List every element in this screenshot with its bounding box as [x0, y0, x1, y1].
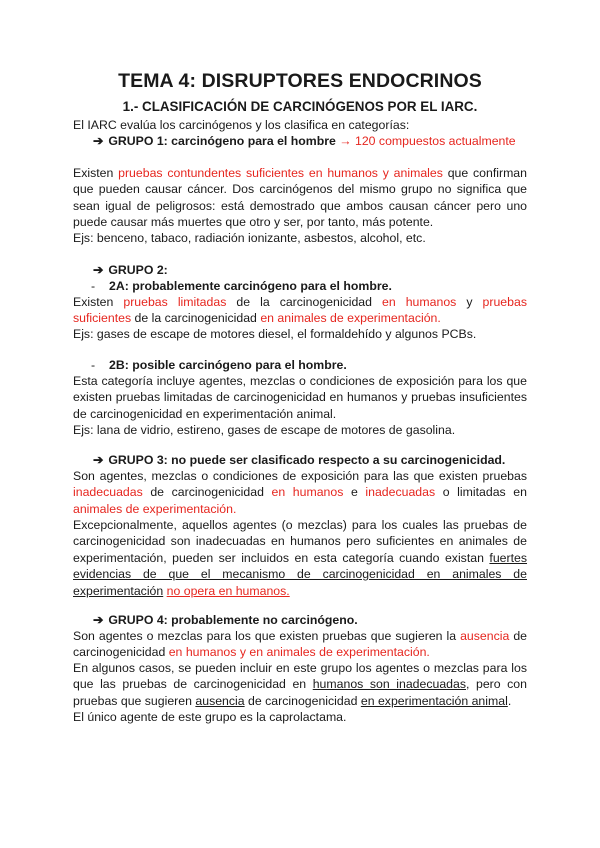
g4-r2: en humanos y en animales de experimentación.	[168, 645, 430, 660]
group2b-examples: Ejs: lana de vidrio, estireno, gases de escape de motores de gasolina.	[73, 423, 456, 437]
page-title: TEMA 4: DISRUPTORES ENDOCRINOS	[118, 70, 482, 92]
g3-t1: Son agentes, mezclas o condiciones de exposición para las que existen pruebas	[73, 469, 527, 483]
g4-p2-b: , pero con pruebas que sugieren	[73, 677, 527, 708]
g2a-t4: de la carcinogenicidad	[134, 311, 257, 326]
g4-p2-c: de carcinogenicidad	[248, 693, 358, 708]
dash-bullet: -	[91, 279, 96, 293]
group4-last: El único agente de este grupo es la caprolactama.	[73, 710, 347, 724]
group2a-examples: Ejs: gases de escape de motores diesel, el formaldehído y algunos PCBs.	[73, 327, 477, 341]
arrow-right-icon: ➔	[93, 263, 104, 277]
g3-p2-text: Excepcionalmente, aquellos agentes (o mezclas) para los cuales las pruebas de carcinogenicidad son inadecuadas en humanos pero suficientes en animales de experimentación, pueden ser incluidos en esta categoría cuando existan	[73, 518, 527, 565]
group2-heading	[93, 262, 168, 278]
group4-paragraph	[73, 628, 527, 661]
group3-heading-text: GRUPO 3: no puede ser clasificado respecto a su carcinogenicidad.	[108, 453, 506, 467]
group1-examples: Ejs: benceno, tabaco, radiación ionizante, asbestos, alcohol, etc.	[73, 231, 426, 245]
group1-text-red: pruebas contundentes suficientes en humanos y animales	[118, 166, 443, 180]
arrow-right-icon: ➔	[93, 134, 104, 148]
group2b-heading	[91, 357, 347, 373]
g4-p2-u3: en experimentación animal	[360, 693, 508, 708]
group1-arrow: →	[339, 134, 352, 148]
g4-p2-u2: ausencia	[195, 693, 245, 708]
g2a-r4: en animales de experimentación.	[260, 311, 441, 326]
g3-p2-underlined: fuertes evidencias de que el mecanismo de carcinogenicidad en animales de experimentación	[73, 550, 528, 598]
group3-heading	[93, 452, 505, 468]
group1-text-a: Existen	[73, 166, 114, 180]
group1-paragraph	[73, 165, 527, 231]
g4-r1: ausencia	[460, 629, 510, 643]
group2-heading-text: GRUPO 2:	[108, 263, 168, 277]
g2a-t2: de la carcinogenicidad	[236, 295, 372, 309]
group2a-heading	[91, 278, 392, 294]
intro-text: El IARC evalúa los carcinógenos y los clasifica en categorías:	[73, 118, 410, 132]
g4-t2: de carcinogenicidad	[73, 629, 527, 660]
g3-p2-red: no opera en humanos.	[166, 583, 290, 598]
dash-bullet: -	[91, 358, 96, 372]
g3-r1: inadecuadas	[73, 485, 143, 500]
g3-t2: de carcinogenicidad	[150, 485, 264, 500]
group3-paragraph	[73, 468, 527, 517]
section-title: 1.- CLASIFICACIÓN DE CARCINÓGENOS POR EL IARC.	[122, 99, 478, 114]
g3-t3: e	[350, 485, 358, 500]
arrow-right-icon: ➔	[93, 613, 104, 627]
g4-p2-d: .	[507, 693, 512, 708]
g2a-r1: pruebas limitadas	[123, 295, 227, 309]
arrow-right-icon: ➔	[93, 453, 104, 467]
group1-count: 120 compuestos actualmente	[355, 134, 516, 148]
group2a-paragraph	[73, 294, 527, 327]
group2a-heading-text: 2A: probablemente carcinógeno para el hombre.	[109, 279, 392, 293]
g3-r4: animales de experimentación.	[73, 501, 237, 516]
group2b-paragraph: Esta categoría incluye agentes, mezclas o condiciones de exposición para los que existen pruebas limitadas de carcinogenicidad en humanos y pruebas insuficientes de carcinogenicidad en experimentación animal.	[73, 374, 527, 421]
g2a-t3: y	[466, 295, 473, 309]
g3-r2: en humanos	[271, 485, 344, 500]
group1-heading-text: GRUPO 1: carcinógeno para el hombre	[108, 134, 336, 148]
group1-heading	[93, 133, 516, 149]
group1-text-b: que confirman que pueden causar cáncer. Dos carcinógenos del mismo grupo no significa que sean igual de peligrosos: está demostrado que ambos causan cáncer pero uno puede causar más muertes que otro y ser, por tanto, más potente.	[73, 166, 527, 230]
group4-paragraph-2	[73, 660, 527, 709]
g4-p2-u1: humanos son inadecuadas	[312, 677, 466, 692]
g3-t4: o limitadas en	[442, 485, 527, 500]
g2a-t1: Existen	[73, 295, 114, 309]
group4-heading	[93, 612, 358, 628]
g4-p2-a: En algunos casos, se pueden incluir en este grupo los agentes o mezclas para los que las pruebas de carcinogenicidad en	[73, 661, 527, 692]
g3-r3: inadecuadas	[365, 485, 436, 500]
g2a-r3: pruebas suficientes	[73, 295, 527, 326]
group3-paragraph-2	[73, 517, 527, 599]
group4-heading-text: GRUPO 4: probablemente no carcinógeno.	[108, 613, 358, 627]
g4-t1: Son agentes o mezclas para los que existen pruebas que sugieren la	[73, 629, 457, 643]
group2b-heading-text: 2B: posible carcinógeno para el hombre.	[109, 358, 347, 372]
g2a-r2: en humanos	[382, 295, 457, 309]
